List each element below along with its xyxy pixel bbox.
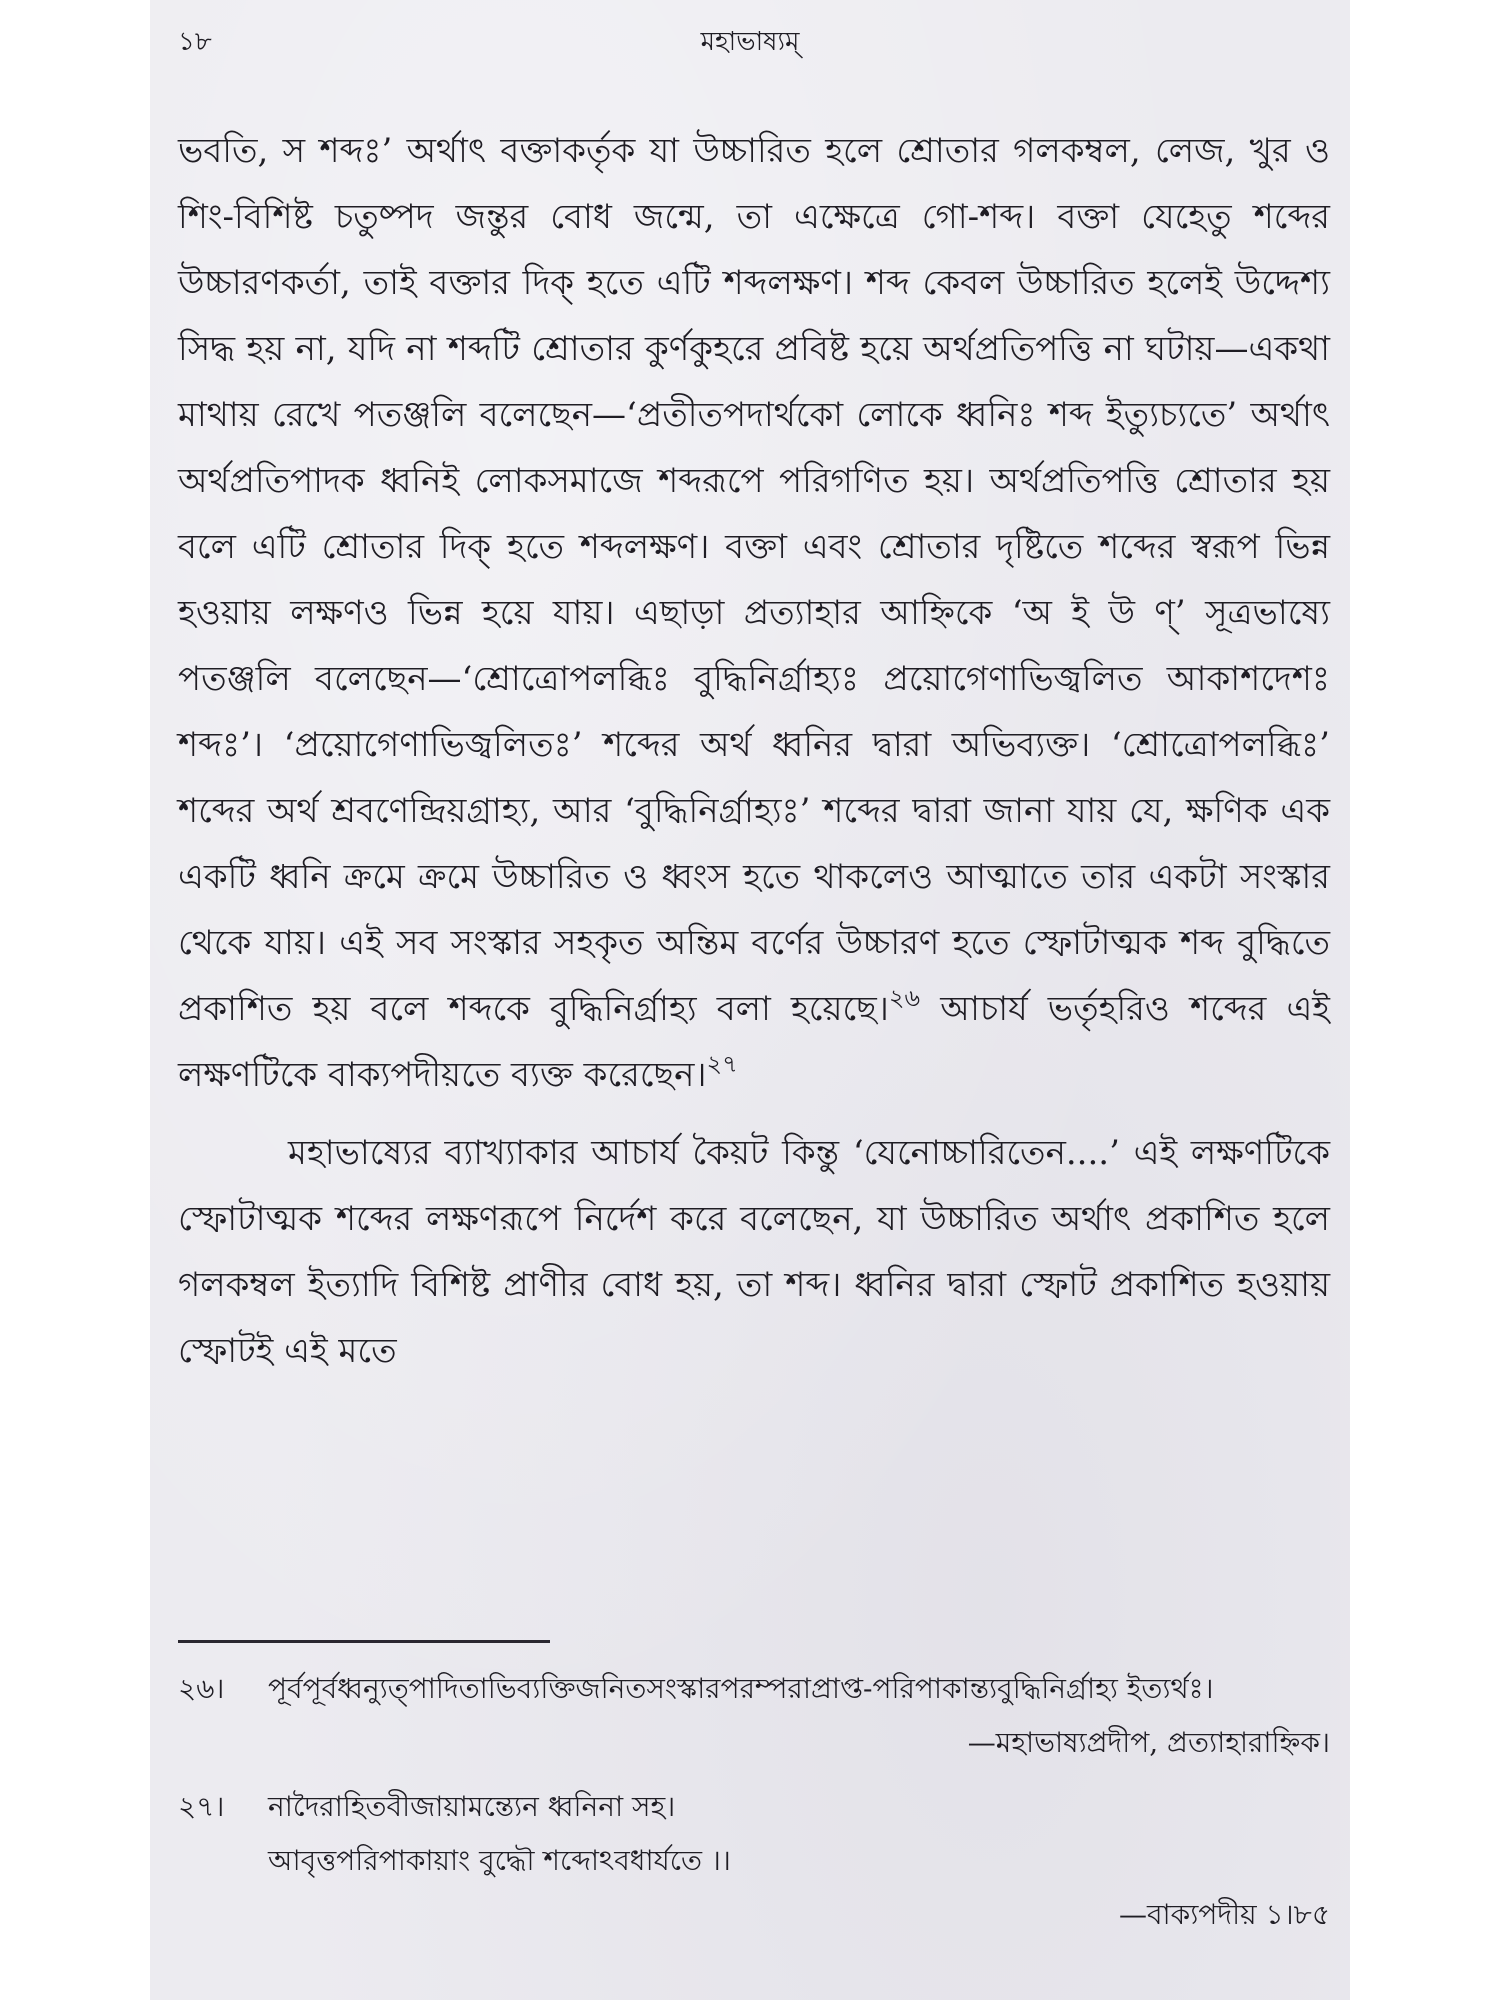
page-header [178,22,1322,62]
main-text [178,118,1330,1384]
footnote-27 [178,1780,1330,1942]
footnote-verse-line-1: নাদৈরাহিতবীজায়ামন্ত্যেন ধ্বনিনা সহ। [268,1790,676,1823]
paragraph-1 [178,118,1330,1108]
book-page [150,0,1350,2000]
footnote-number: ২৬। [178,1672,225,1705]
footnote-ref-27: ২৭ [706,1050,738,1078]
paragraph-2: মহাভাষ্যের ব্যাখ্যাকার আচার্য কৈয়ট কিন্তু ‘যেনোচ্চারিতেন....’ এই লক্ষণটিকে স্ফোটাত্মক শব্দের লক্ষণরূপে নির্দেশ করে বলেছেন, যা উচ্চারিত অর্থাৎ প্রকাশিত হলে গলকম্বল ইত্যাদি বিশিষ্ট প্রাণীর বোধ হয়, তা শব্দ। ধ্বনির দ্বারা স্ফোট প্রকাশিত হওয়ায় স্ফোটই এই মতে [178,1133,1330,1371]
footnotes [178,1662,1330,1942]
paragraph-1-text: ভবতি, স শব্দঃ’ অর্থাৎ বক্তাকর্তৃক যা উচ্চারিত হলে শ্রোতার গলকম্বল, লেজ, খুর ও শিং-বিশিষ্ট চতুষ্পদ জন্তুর বোধ জন্মে, তা এক্ষেত্রে গো-শব্দ। বক্তা যেহেতু শব্দের উচ্চারণকর্তা, তাই বক্তার দিক্ হতে এটি শব্দলক্ষণ। শব্দ কেবল উচ্চারিত হলেই উদ্দেশ্য সিদ্ধ হয় না, যদি না শব্দটি শ্রোতার কুর্ণকুহরে প্রবিষ্ট হয়ে অর্থপ্রতিপত্তি না ঘটায়—একথা মাথায় রেখে পতঞ্জলি বলেছেন—‘প্রতীতপদার্থকো লোকে ধ্বনিঃ শব্দ ইত্যুচ্যতে’ অর্থাৎ অর্থপ্রতিপাদক ধ্বনিই লোকসমাজে শব্দরূপে পরিগণিত হয়। অর্থপ্রতিপত্তি শ্রোতার হয় বলে এটি শ্রোতার দিক্ হতে শব্দলক্ষণ। বক্তা এবং শ্রোতার দৃষ্টিতে শব্দের স্বরূপ ভিন্ন হওয়ায় লক্ষণও ভিন্ন হয়ে যায়। এছাড়া প্রত্যাহার আহ্নিকে ‘অ ই উ ণ্’ সূত্রভাষ্যে পতঞ্জলি বলেছেন—‘শ্রোত্রোপলব্ধিঃ বুদ্ধিনির্গ্রাহ্যঃ প্রয়োগেণাভিজ্বলিত আকাশদেশঃ শব্দঃ’। ‘প্রয়োগেণাভিজ্বলিতঃ’ শব্দের অর্থ ধ্বনির দ্বারা অভিব্যক্ত। ‘শ্রোত্রোপলব্ধিঃ’ শব্দের অর্থ শ্রবণেন্দ্রিয়গ্রাহ্য, আর ‘বুদ্ধিনির্গ্রাহ্যঃ’ শব্দের দ্বারা জানা যায় যে, ক্ষণিক এক একটি ধ্বনি ক্রমে ক্রমে উচ্চারিত ও ধ্বংস হতে থাকলেও আত্মাতে তার একটা সংস্কার থেকে যায়। এই সব সংস্কার সহকৃত অন্তিম বর্ণের উচ্চারণ হতে স্ফোটাত্মক শব্দ বুদ্ধিতে প্রকাশিত হয় বলে শব্দকে বুদ্ধিনির্গ্রাহ্য বলা হয়েছে। [178,131,1330,1029]
footnote-text: পূর্বপূর্বধ্বন্যুত্পাদিতাভিব্যক্তিজনিতসংস্কারপরম্পরাপ্রাপ্ত-পরিপাকান্ত্যবুদ্ধিনির্গ্রাহ্য ইত্যর্থঃ। [268,1672,1214,1705]
paragraph-1-continuation: আচার্য ভর্তৃহরিও শব্দের এই লক্ষণটিকে বাক্যপদীয়তে ব্যক্ত করেছেন। [178,989,1330,1095]
running-title: মহাভাষ্যম্ [700,27,800,57]
page-number: ১৮ [178,27,212,57]
footnote-source: —মহাভাষ্যপ্রদীপ, প্রত্যাহারাহ্নিক। [967,1726,1330,1759]
footnote-source: —বাক্যপদীয় ১।৮৫ [1118,1898,1330,1931]
footnote-verse-line-2: আবৃত্তপরিপাকায়াং বুদ্ধৌ শব্দোঽবধার্যতে ।। [268,1844,731,1877]
footnote-number: ২৭। [178,1790,225,1823]
footnote-separator [178,1640,550,1643]
footnote-26 [178,1662,1330,1770]
footnote-ref-26: ২৬ [888,984,921,1012]
